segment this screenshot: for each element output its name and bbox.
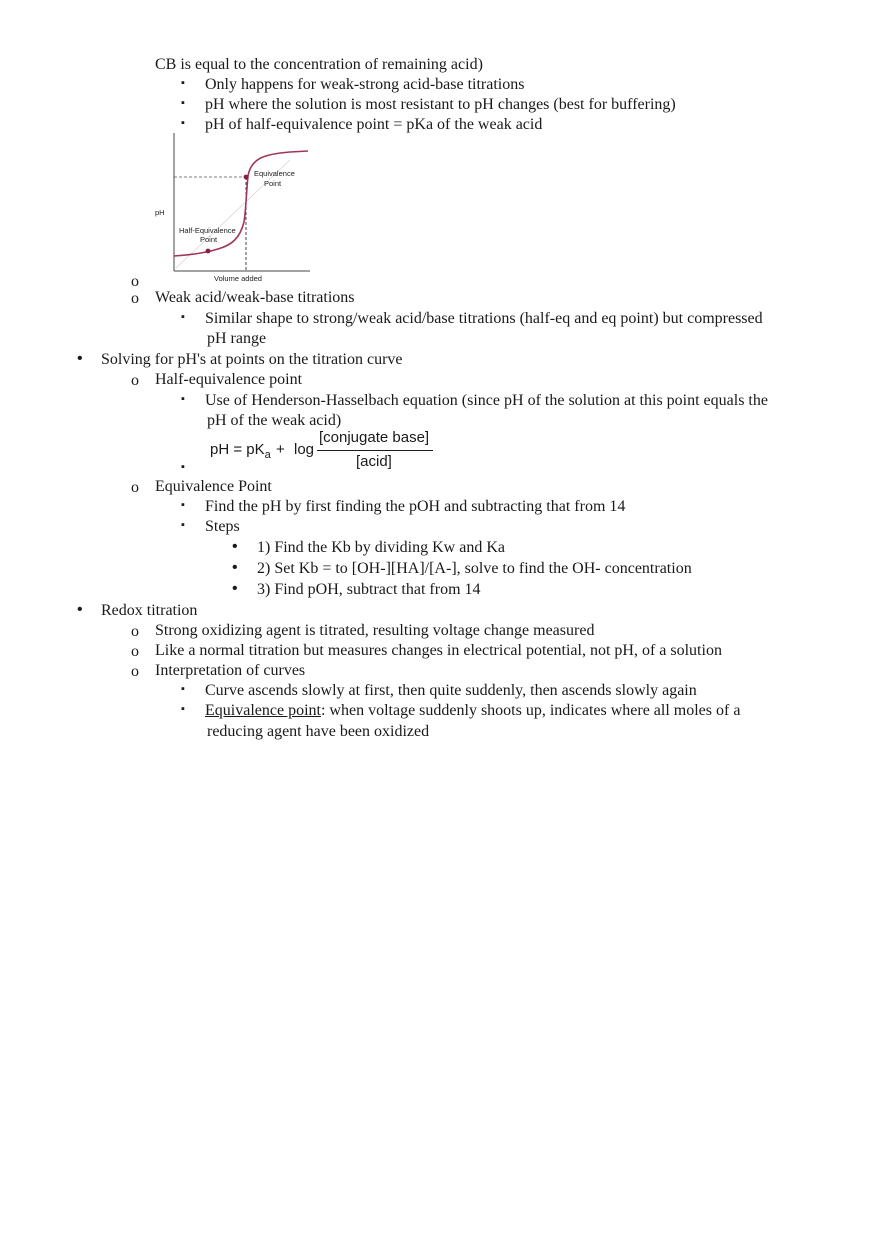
term-equivalence-point: Equivalence point [205, 702, 321, 719]
square-bullet: ▪ [181, 77, 185, 89]
round-bullet: • [232, 538, 238, 555]
circle-bullet: o [131, 643, 139, 660]
equivalence-point-definition [205, 701, 740, 721]
text-line: Solving for pH's at points on the titration curve [101, 351, 403, 368]
text-line: Weak acid/weak-base titrations [155, 289, 355, 306]
text-line: Similar shape to strong/weak acid/base titrations (half-eq and eq point) but compressed [205, 310, 763, 327]
square-bullet: ▪ [181, 519, 185, 531]
equivalence-point-marker [244, 175, 249, 180]
x-axis-label: Volume added [214, 274, 262, 283]
equation-lhs: pH = pK [210, 441, 265, 458]
equivalence-label: Equivalence [254, 169, 295, 178]
text-line: pH range [207, 330, 267, 347]
definition-text: when voltage suddenly shoots up, indicates where all moles of a [329, 702, 741, 719]
equation-subscript: a [264, 449, 271, 461]
titration-curve-figure [150, 130, 315, 285]
half-equivalence-point-marker [206, 249, 211, 254]
text-line: Like a normal titration but measures changes in electrical potential, not pH, of a solution [155, 642, 722, 659]
circle-bullet: o [131, 623, 139, 640]
text-line: Equivalence Point [155, 478, 272, 495]
square-bullet: ▪ [181, 97, 185, 109]
text-line: Strong oxidizing agent is titrated, resulting voltage change measured [155, 622, 595, 639]
text-line: Find the pH by first finding the pOH and subtracting that from 14 [205, 498, 626, 515]
square-bullet: ▪ [181, 683, 185, 695]
text-line: 1) Find the Kb by dividing Kw and Ka [257, 539, 505, 556]
text-line: Steps [205, 518, 240, 535]
circle-bullet: o [131, 273, 139, 290]
circle-bullet: o [131, 290, 139, 307]
text-line: Curve ascends slowly at first, then quite suddenly, then ascends slowly again [205, 682, 697, 699]
circle-bullet: o [131, 663, 139, 680]
round-bullet: • [77, 601, 83, 618]
fraction-bar [317, 450, 433, 451]
square-bullet: ▪ [181, 703, 185, 715]
square-bullet: ▪ [181, 117, 185, 129]
text-line: 2) Set Kb = to [OH-][HA]/[A-], solve to find the OH- concentration [257, 560, 692, 577]
equation-log: log [294, 441, 315, 458]
text-line: pH where the solution is most resistant to pH changes (best for buffering) [205, 96, 676, 113]
titration-curve [174, 151, 308, 256]
term-colon: : [320, 702, 326, 719]
round-bullet: • [77, 350, 83, 367]
square-bullet: ▪ [181, 393, 185, 405]
equation-numerator: [conjugate base] [319, 429, 430, 446]
circle-bullet: o [131, 479, 139, 496]
half-equivalence-label: Point [200, 235, 218, 244]
equivalence-label: Point [264, 179, 282, 188]
half-equivalence-label: Half-Equivalence [179, 226, 236, 235]
text-line: 3) Find pOH, subtract that from 14 [257, 581, 481, 598]
y-axis-label: pH [155, 208, 165, 217]
text-line: Use of Henderson-Hasselbach equation (since pH of the solution at this point equals the [205, 392, 768, 409]
text-line: Only happens for weak-strong acid-base titrations [205, 76, 525, 93]
text-line: reducing agent have been oxidized [207, 723, 430, 740]
equation-plus: + [276, 441, 285, 458]
round-bullet: • [232, 580, 238, 597]
text-line: Redox titration [101, 602, 198, 619]
text-line: pH of the weak acid) [207, 412, 342, 429]
square-bullet: ▪ [181, 499, 185, 511]
square-bullet: ▪ [181, 311, 185, 323]
round-bullet: • [232, 559, 238, 576]
circle-bullet: o [131, 372, 139, 389]
square-bullet: ▪ [181, 461, 185, 473]
text-line: Interpretation of curves [155, 662, 306, 679]
equation-denominator: [acid] [356, 453, 392, 470]
text-line: CB is equal to the concentration of remaining acid) [155, 56, 483, 73]
text-line: pH of half-equivalence point = pKa of the weak acid [205, 116, 543, 133]
text-line: Half-equivalence point [155, 371, 303, 388]
